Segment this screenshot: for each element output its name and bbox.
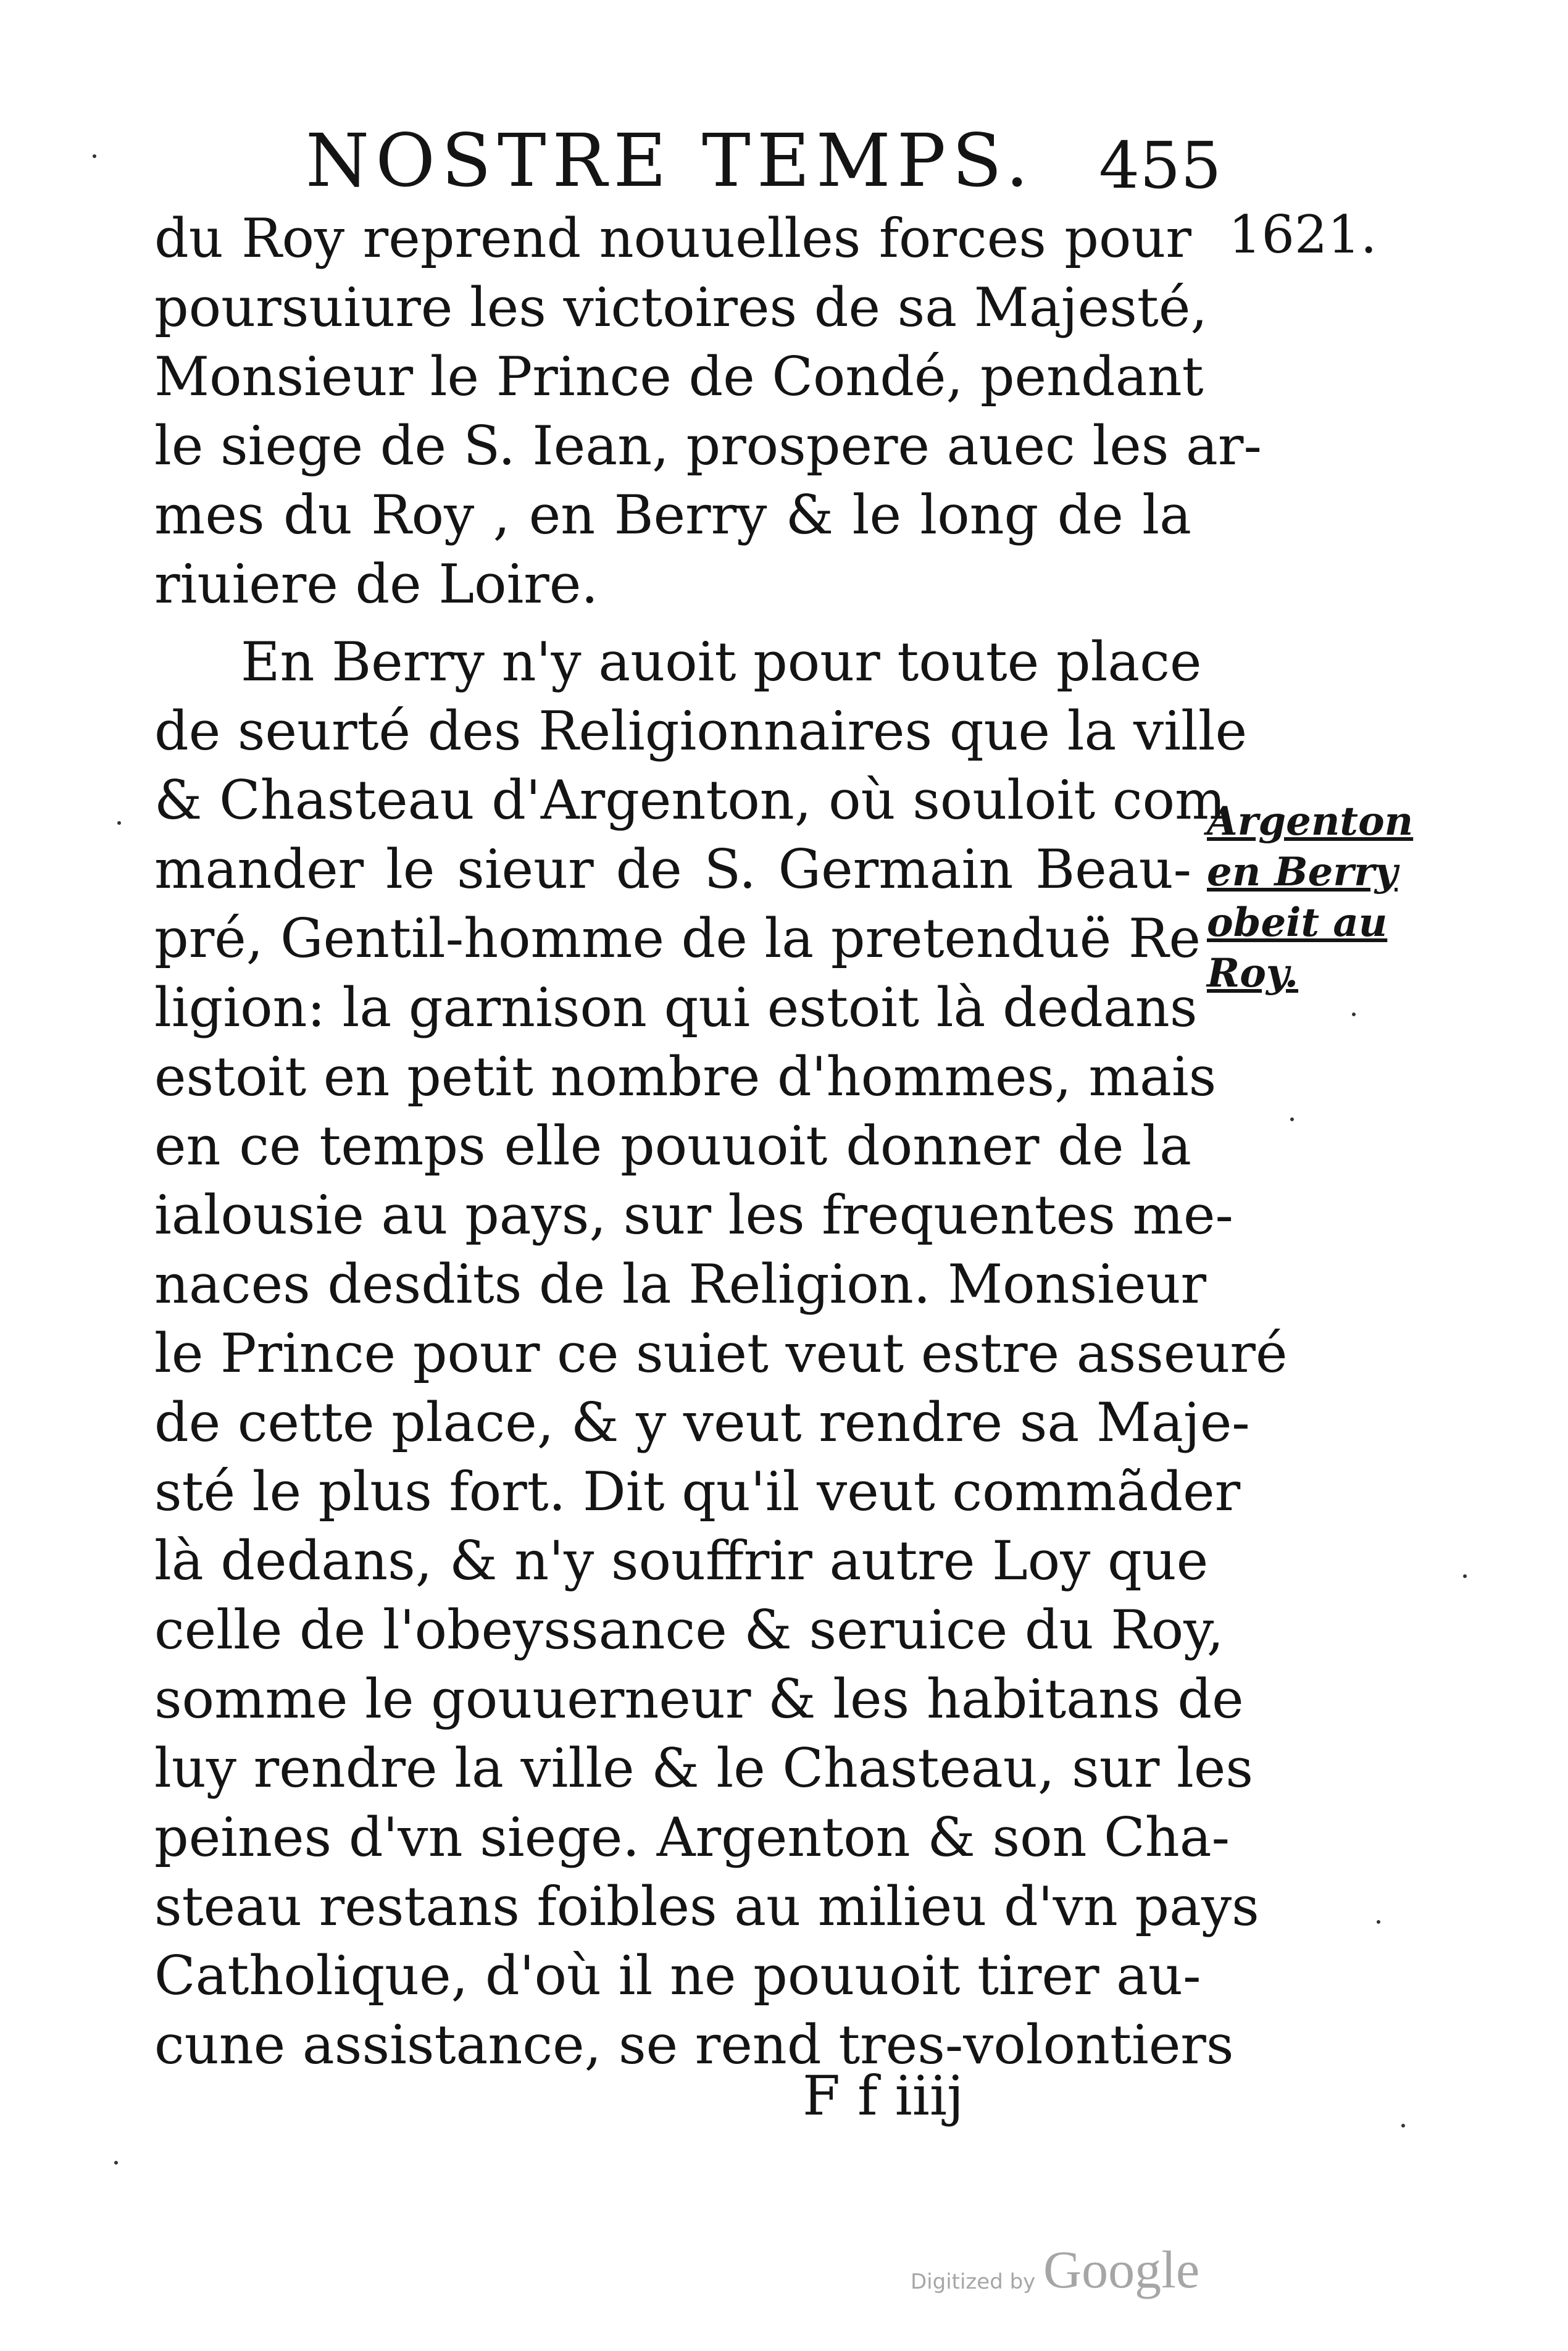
text-line: sté le plus fort. Dit qu'il veut commãder <box>154 1460 1241 1523</box>
text-line: Monsieur le Prince de Condé, pendant <box>154 345 1204 408</box>
signature-mark: F f iiij <box>803 2064 964 2128</box>
watermark <box>911 2234 1256 2308</box>
watermark-logo: Google <box>1043 2240 1200 2299</box>
text-line: luy rendre la ville & le Chasteau, sur les <box>154 1737 1254 1800</box>
text-line: celle de l'obeyssance & seruice du Roy, <box>154 1598 1224 1661</box>
margin-note-line: en Berry <box>1207 849 1398 895</box>
text-line: en ce temps elle pouuoit donner de la <box>154 1114 1191 1177</box>
ink-speck <box>1290 1117 1294 1121</box>
text-line: Catholique, d'où il ne pouuoit tirer au- <box>154 1944 1201 2007</box>
text-line: poursuiure les victoires de sa Majesté, <box>154 276 1207 339</box>
text-line: & Chasteau d'Argenton, où souloit com <box>154 769 1226 832</box>
watermark-prefix: Digitized by <box>911 2270 1036 2294</box>
margin-note-line: Argenton <box>1207 798 1414 845</box>
running-head <box>306 117 1222 204</box>
text-line: riuiere de Loire. <box>154 553 599 616</box>
ink-speck <box>93 154 96 158</box>
text-line: de cette place, & y veut rendre sa Maje- <box>154 1391 1250 1454</box>
ink-speck <box>117 821 121 825</box>
text-line: ialousie au pays, sur les frequentes me- <box>154 1184 1233 1246</box>
ink-speck <box>114 2161 118 2165</box>
ink-speck <box>1377 1920 1380 1924</box>
text-line: naces desdits de la Religion. Monsieur <box>154 1253 1207 1316</box>
text-line: de seurté des Religionnaires que la ville <box>154 699 1248 762</box>
ink-speck <box>1352 1013 1356 1016</box>
text-line: mes du Roy , en Berry & le long de la <box>154 483 1191 546</box>
ink-speck <box>1401 2124 1405 2128</box>
running-title: NOSTRE TEMPS. <box>306 118 1035 203</box>
margin-note <box>1207 796 1414 999</box>
text-line: le siege de S. Iean, prospere auec les ar- <box>154 414 1262 477</box>
text-line: le Prince pour ce suiet veut estre asseuré <box>154 1322 1288 1385</box>
text-line: somme le gouuerneur & les habitans de <box>154 1668 1244 1731</box>
text-line: mander le sieur de S. Germain Beau- <box>154 838 1191 901</box>
text-line: cune assistance, se rend tres-volontiers <box>154 2013 1234 2076</box>
margin-note-line: Roy. <box>1207 950 1298 996</box>
text-line: En Berry n'y auoit pour toute place <box>241 630 1202 693</box>
margin-note-line: obeit au <box>1207 900 1388 946</box>
body-text <box>154 204 1288 2079</box>
text-line: ligion: la garnison qui estoit là dedans <box>154 976 1198 1039</box>
text-line: steau restans foibles au milieu d'vn pays <box>154 1875 1259 1938</box>
text-line: estoit en petit nombre d'hommes, mais <box>154 1045 1217 1108</box>
text-line: peines d'vn siege. Argenton & son Cha- <box>154 1806 1230 1869</box>
text-line: pré, Gentil-homme de la pretenduë Re <box>154 907 1201 970</box>
margin-year: 1621. <box>1228 204 1377 265</box>
page-number: 455 <box>1099 128 1222 203</box>
text-line: là dedans, & n'y souffrir autre Loy que <box>154 1529 1209 1592</box>
text-line: du Roy reprend nouuelles forces pour <box>154 207 1191 270</box>
ink-speck <box>1463 1574 1467 1578</box>
